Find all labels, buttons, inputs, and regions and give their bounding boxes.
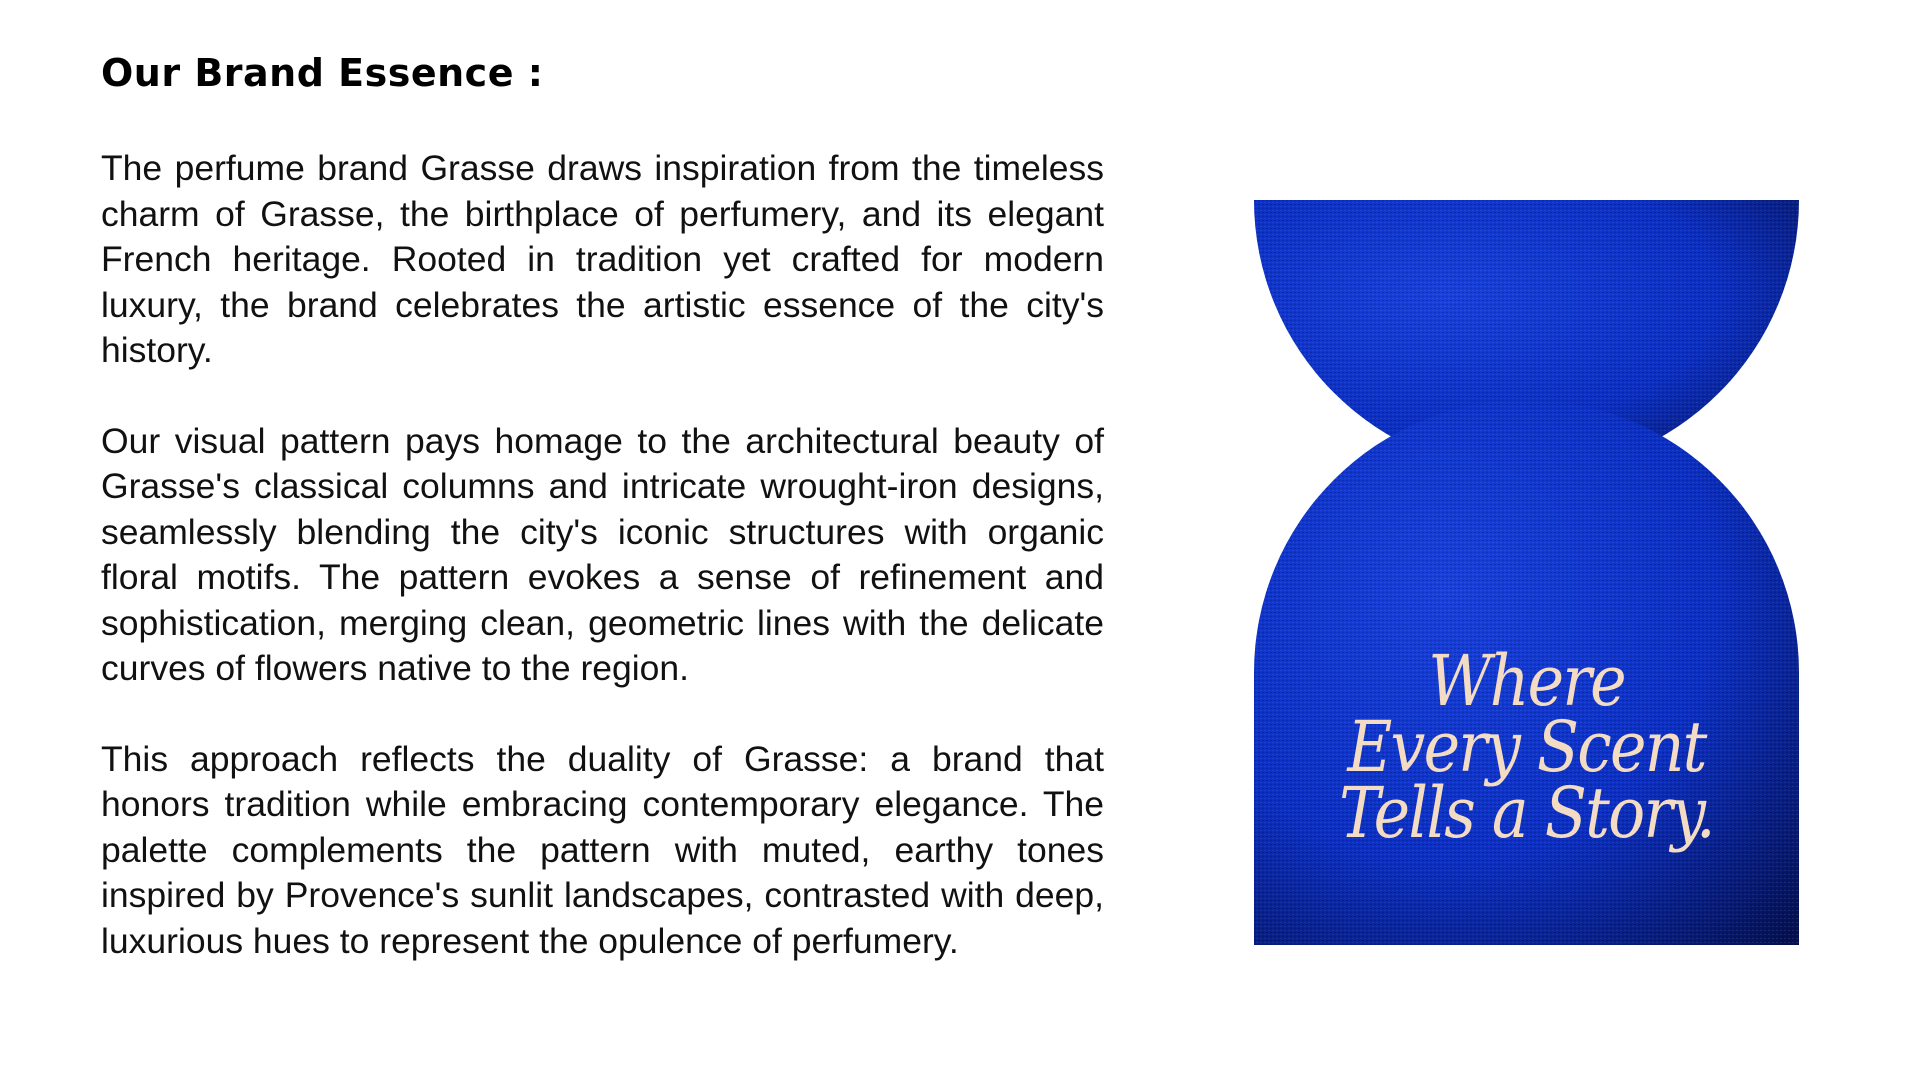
text-column — [101, 48, 1104, 1009]
tagline-line-1: Where — [1428, 640, 1625, 722]
paragraph-inspiration: The perfume brand Grasse draws inspiration from the timeless charm of Grasse, the birthplace of perfumery, and its elegant French heritage. Rooted in tradition yet crafted for modern luxury, the brand celebrates the artistic essence of the city's history. — [101, 148, 1104, 370]
tagline — [1254, 640, 1799, 854]
page-title: Our Brand Essence : — [101, 51, 544, 95]
brand-artwork — [1254, 200, 1799, 945]
tagline-line-3: Tells a Story. — [1339, 772, 1714, 854]
paragraph-duality: This approach reflects the duality of Grasse: a brand that honors tradition while embracing contemporary elegance. The palette complements the pattern with muted, earthy tones inspired by Provence's sunlit landscapes, contrasted with deep, luxurious hues to represent the opulence of perfumery. — [101, 738, 1104, 961]
paragraph-visual-pattern: Our visual pattern pays homage to the architectural beauty of Grasse's classical columns and intricate wrought-iron designs, seamlessly blending the city's iconic structures with organic floral motifs. The pattern evokes a sense of refinement and sophistication, merging clean, geometric lines with the delicate curves of flowers native to the region. — [101, 420, 1104, 688]
tagline-line-2: Every Scent — [1347, 706, 1706, 788]
